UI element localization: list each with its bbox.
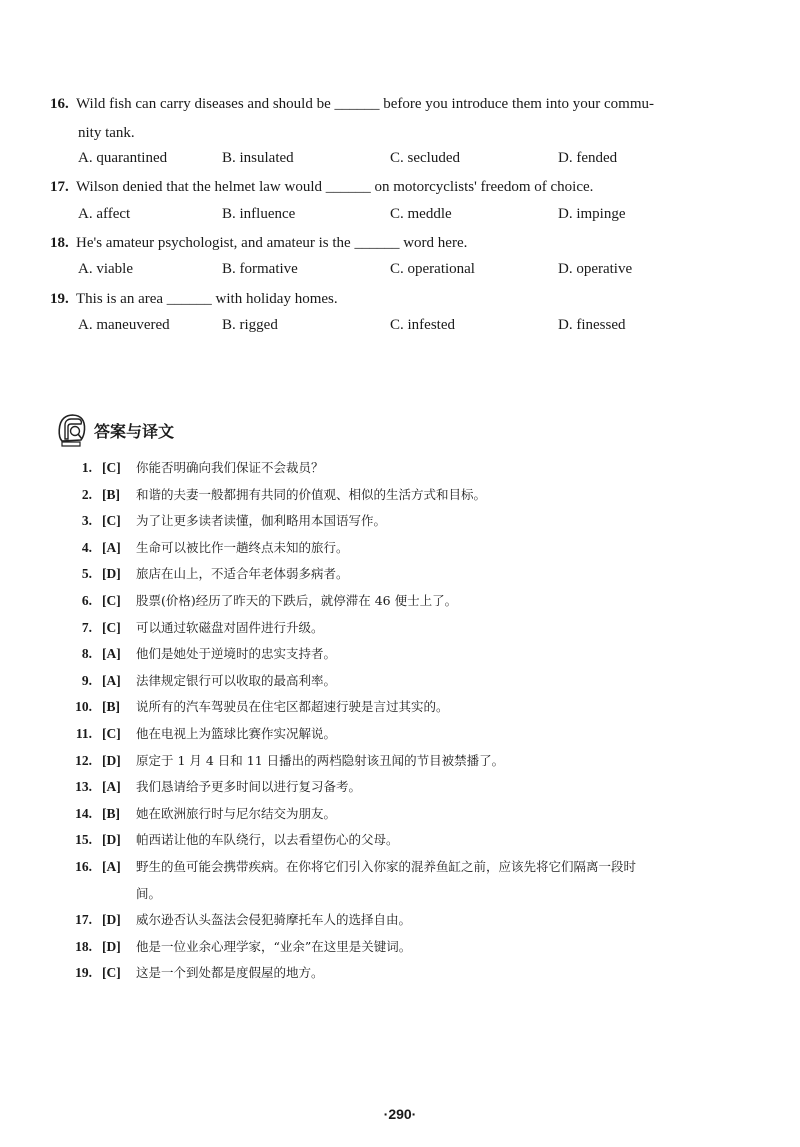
answer-number: 1.: [81, 460, 92, 475]
answer-item: [62, 907, 742, 934]
answer-translation: 这是一个到处都是度假屋的地方。: [136, 965, 324, 981]
option-a: A. affect: [78, 206, 131, 222]
answer-item: [62, 668, 742, 695]
answer-translation: 说所有的汽车驾驶员在住宅区都超速行驶是言过其实的。: [136, 699, 449, 715]
answer-key: [C]: [102, 619, 121, 635]
pen-scroll-icon: [56, 411, 88, 449]
option-a: A. viable: [78, 261, 133, 277]
option-c: C. meddle: [390, 206, 452, 222]
answer-number: 12.: [75, 752, 92, 768]
answers-section-header: [56, 410, 174, 450]
answer-translation: 她在欧洲旅行时与尼尔结交为朋友。: [136, 805, 337, 821]
options-18: [78, 261, 758, 281]
answer-translation: 股票(价格)经历了昨天的下跌后，就停滞在 46 便士上了。: [136, 592, 458, 608]
answer-key: [C]: [102, 592, 121, 608]
answer-number: 14.: [75, 805, 92, 821]
options-16: [78, 150, 758, 170]
answer-translation: 他在电视上为篮球比赛作实况解说。: [136, 725, 337, 741]
answer-number: 10.: [75, 699, 92, 715]
answer-number: 18.: [75, 938, 92, 954]
answer-number: 17.: [75, 911, 92, 927]
answer-item: [62, 588, 742, 615]
option-c: C. infested: [390, 317, 455, 333]
answer-list: [62, 455, 742, 987]
options-19: [78, 317, 758, 337]
answer-translation: 原定于 1 月 4 日和 11 日播出的两档隐射该丑闻的节目被禁播了。: [136, 752, 505, 768]
option-d: D. fended: [558, 150, 618, 166]
answer-key: [D]: [102, 832, 121, 848]
option-c: C. operational: [390, 261, 475, 277]
option-c: C. secluded: [390, 150, 460, 166]
answer-key: [D]: [102, 566, 121, 582]
answer-number: 5.: [81, 566, 92, 582]
answer-number: 15.: [75, 832, 92, 848]
answer-number: 7.: [81, 619, 92, 635]
answer-item: [62, 748, 742, 775]
question-number: 19.: [50, 291, 69, 307]
question-text-continued: nity tank.: [78, 125, 135, 141]
answer-key: [C]: [102, 513, 121, 529]
option-b: B. formative: [222, 261, 298, 277]
answer-number: 13.: [75, 779, 92, 795]
question-17: [50, 177, 740, 197]
question-text: This is an area ______ with holiday homes.: [76, 291, 338, 307]
answer-key: [D]: [102, 938, 121, 954]
answer-translation: 可以通过软磁盘对固件进行升级。: [136, 619, 324, 635]
answer-translation: 法律规定银行可以收取的最高利率。: [136, 672, 337, 688]
answer-translation: 他们是她处于逆境时的忠实支持者。: [136, 646, 337, 662]
option-b: B. influence: [222, 206, 296, 222]
answer-item: [62, 615, 742, 642]
answer-translation: 你能否明确向我们保证不会裁员？: [136, 460, 324, 475]
question-19: [50, 289, 740, 309]
options-17: [78, 206, 758, 226]
answer-key: [B]: [102, 805, 120, 821]
answer-item: [62, 827, 742, 854]
question-text: Wild fish can carry diseases and should be ______ before you introduce them into your commu-: [76, 96, 654, 112]
answer-translation: 野生的鱼可能会携带疾病。在你将它们引入你家的混养鱼缸之前，应该先将它们隔离一段时: [136, 858, 637, 874]
question-16: [50, 94, 740, 143]
answer-translation-continued: 间。: [136, 885, 162, 901]
answer-key: [A]: [102, 672, 121, 688]
answer-translation: 旅店在山上，不适合年老体弱多病者。: [136, 566, 349, 582]
answer-item: [62, 774, 742, 801]
option-b: B. insulated: [222, 150, 294, 166]
option-d: D. operative: [558, 261, 633, 277]
answer-item: [62, 801, 742, 828]
answer-item: [62, 854, 742, 907]
answer-number: 19.: [75, 965, 92, 981]
answer-translation: 和谐的夫妻一般都拥有共同的价值观、相似的生活方式和目标。: [136, 486, 487, 502]
answer-number: 11.: [75, 725, 92, 741]
answer-item: [62, 508, 742, 535]
answer-translation: 我们恳请给予更多时间以进行复习备考。: [136, 779, 362, 795]
answer-translation: 威尔逊否认头盔法会侵犯骑摩托车人的选择自由。: [136, 911, 412, 927]
answer-item: [62, 721, 742, 748]
answer-item: [62, 455, 742, 482]
option-d: D. finessed: [558, 317, 626, 333]
question-number: 18.: [50, 235, 69, 251]
answer-key: [B]: [102, 699, 120, 715]
answer-translation: 生命可以被比作一趟终点未知的旅行。: [136, 539, 349, 555]
answer-translation: 帕西诺让他的车队绕行，以去看望伤心的父母。: [136, 832, 399, 848]
answer-key: [A]: [102, 539, 121, 555]
answer-translation: 为了让更多读者读懂，伽利略用本国语写作。: [136, 513, 387, 529]
answer-item: [62, 561, 742, 588]
answer-number: 8.: [81, 646, 92, 662]
answer-item: [62, 641, 742, 668]
answer-number: 16.: [75, 858, 92, 874]
option-b: B. rigged: [222, 317, 278, 333]
answer-item: [62, 960, 742, 987]
answer-number: 3.: [81, 513, 92, 529]
answer-key: [C]: [102, 725, 121, 741]
answer-number: 9.: [81, 672, 92, 688]
option-d: D. impinge: [558, 206, 626, 222]
option-a: A. quarantined: [78, 150, 168, 166]
answer-number: 6.: [81, 592, 92, 608]
option-a: A. maneuvered: [78, 317, 170, 333]
answer-key: [B]: [102, 486, 120, 502]
answer-number: 2.: [81, 486, 92, 502]
answer-key: [A]: [102, 646, 121, 662]
question-number: 17.: [50, 179, 69, 195]
question-number: 16.: [50, 96, 69, 112]
answer-key: [D]: [102, 752, 121, 768]
answer-number: 4.: [81, 539, 92, 555]
answer-item: [62, 482, 742, 509]
answer-key: [A]: [102, 779, 121, 795]
answers-section-title: 答案与译文: [94, 421, 175, 441]
answer-key: [C]: [102, 965, 121, 981]
page-number: ·290·: [383, 1106, 417, 1122]
answer-key: [D]: [102, 911, 121, 927]
question-text: Wilson denied that the helmet law would ______ on motorcyclists' freedom of choice.: [76, 179, 594, 195]
answer-item: [62, 934, 742, 961]
answer-translation: 他是一位业余心理学家，“业余”在这里是关键词。: [136, 938, 412, 954]
answer-item: [62, 535, 742, 562]
answer-key: [C]: [102, 460, 121, 475]
question-18: [50, 233, 740, 253]
answer-key: [A]: [102, 858, 121, 874]
question-text: He's amateur psychologist, and amateur is the ______ word here.: [76, 235, 468, 251]
answer-item: [62, 694, 742, 721]
